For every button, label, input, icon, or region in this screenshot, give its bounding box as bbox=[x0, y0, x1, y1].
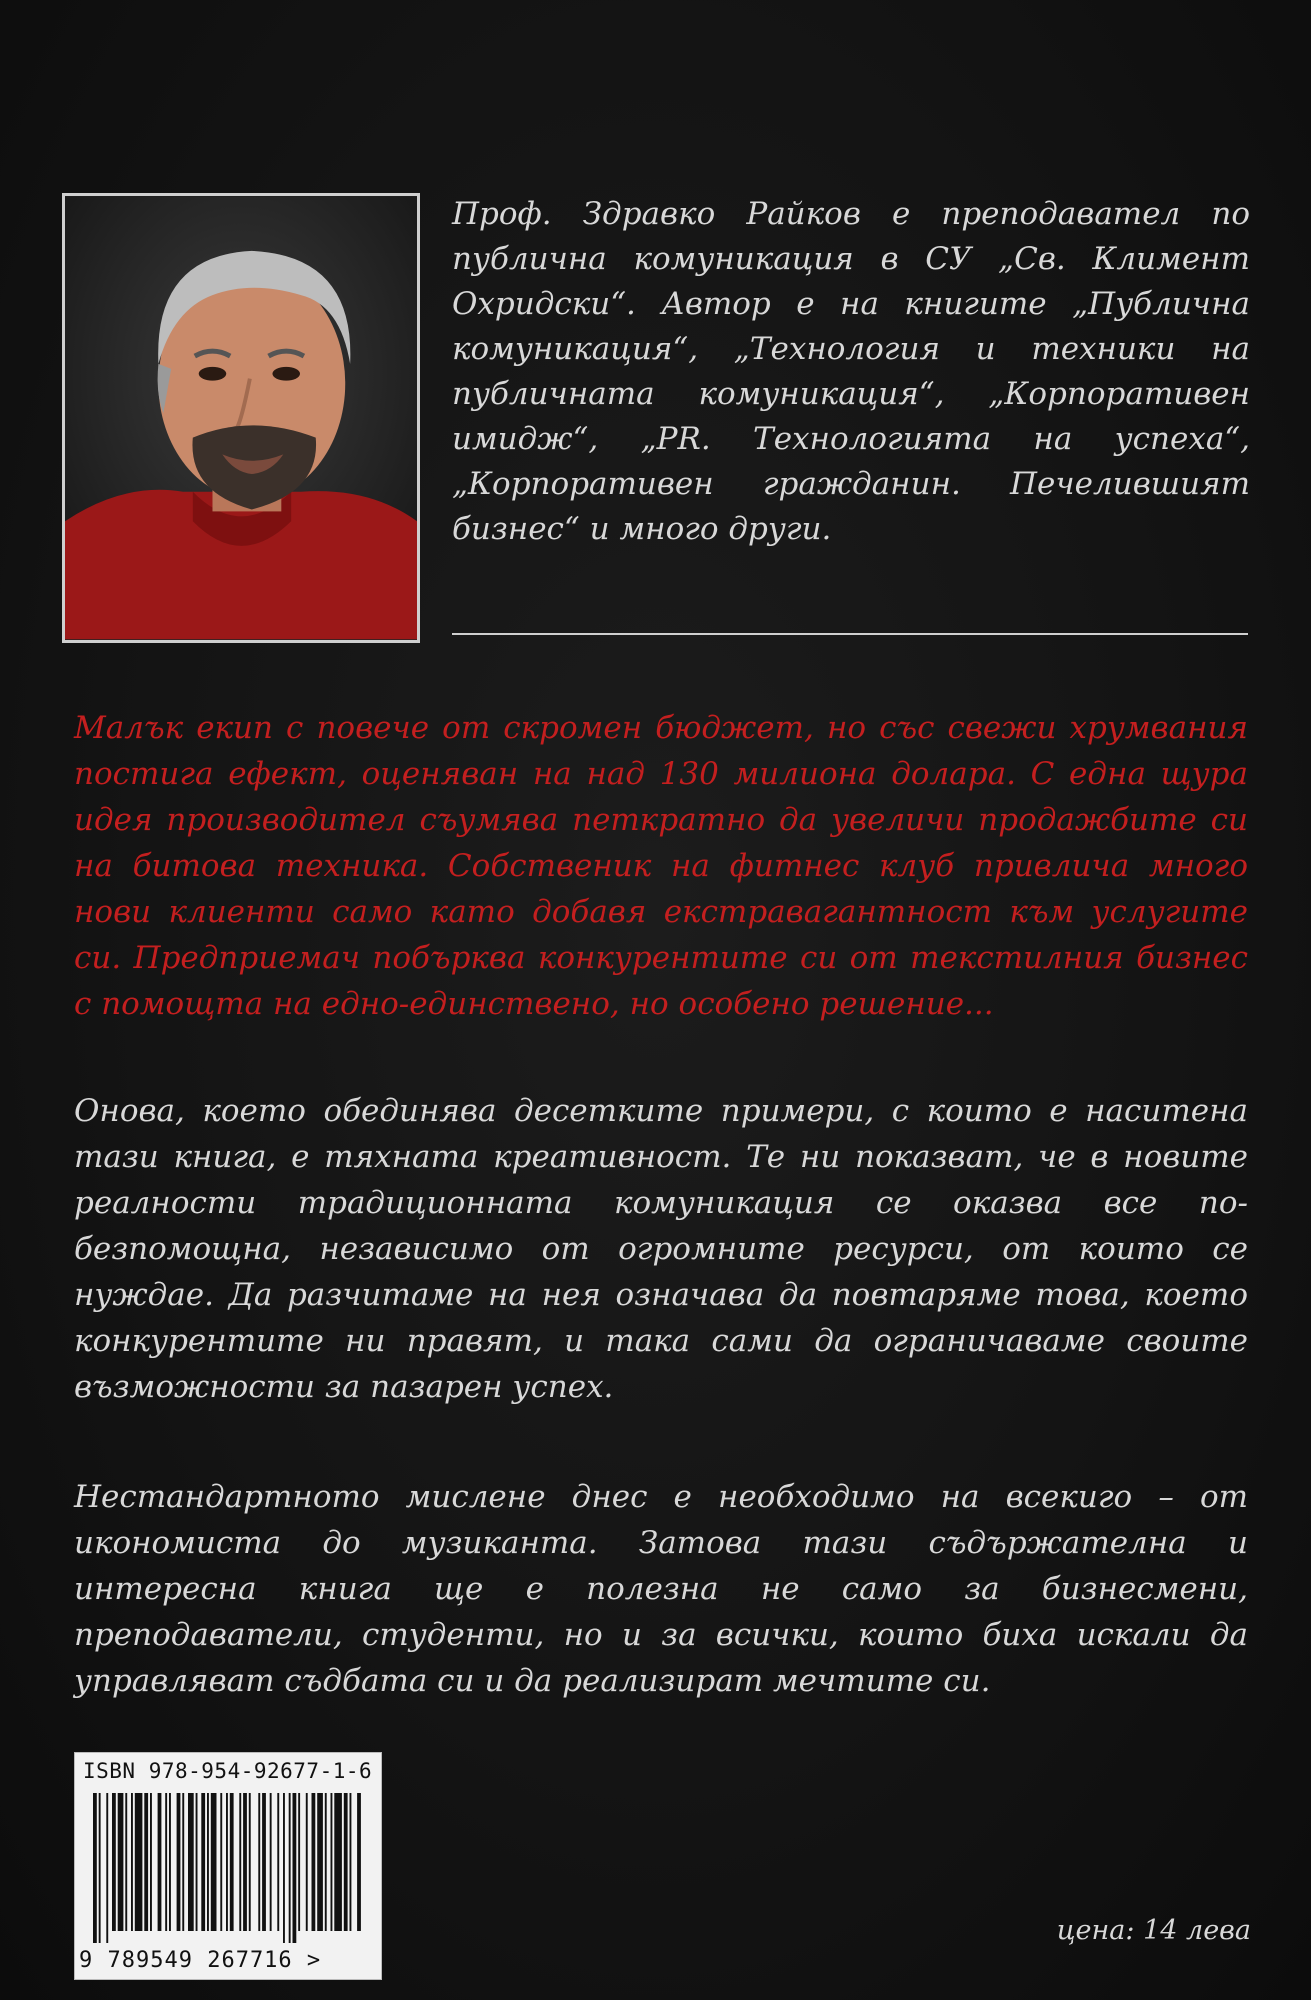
barcode-bar bbox=[312, 1793, 316, 1931]
barcode-bar bbox=[277, 1793, 279, 1931]
barcode-bar bbox=[196, 1793, 198, 1931]
barcode-bar bbox=[131, 1793, 133, 1931]
barcode-bar bbox=[239, 1793, 241, 1931]
barcode-bar bbox=[211, 1793, 217, 1931]
barcode-bar bbox=[317, 1793, 323, 1931]
barcode bbox=[74, 1752, 382, 1980]
barcode-bar bbox=[158, 1793, 162, 1931]
teaser-text: Малък екип с повече от скромен бюджет, но със свежи хрумвания постига ефект, оценяван на над 130 милиона долара. С една щура идея производител съумява петкратно да увеличи продажбите си на битова техника. Собственик на фитнес клуб привлича много нови клиенти само като добавя екстравагантност към услугите си. Предприемач побърква конкурентите си от текстилния бизнес с помощта на едно-единствено, но особено решение... bbox=[74, 710, 1248, 1022]
barcode-bar bbox=[99, 1793, 101, 1943]
barcode-bar bbox=[118, 1793, 124, 1931]
barcode-bar bbox=[334, 1793, 342, 1931]
barcode-bar bbox=[270, 1793, 272, 1931]
ean-digits: 9 789549 267716 > bbox=[79, 1948, 322, 1973]
barcode-bar bbox=[258, 1793, 260, 1931]
description-paragraph-2: Нестандартното мислене днес е необходимо на всекиго – от икономиста до музиканта. Затова тази съдържателна и интересна книга ще е полезна не само за бизнесмени, преподаватели, студенти, но и за всички, които биха искали да управляват съдбата си и да реализират мечтите си. bbox=[74, 1479, 1248, 1699]
author-bio: Проф. Здравко Райков е преподавател по публична комуникация в СУ „Св. Климент Охридски“. Автор е на книгите „Публична комуникация“, „Технология и техники на публичната комуникация“, „Корпоративен имидж“, „PR. Технологията на успеха“, „Корпоративен гражданин. Печелившият бизнес“ и много други. bbox=[452, 196, 1250, 547]
barcode-bar bbox=[262, 1793, 266, 1931]
barcode-bar bbox=[293, 1793, 297, 1943]
barcode-bar bbox=[165, 1793, 167, 1931]
barcode-bar bbox=[230, 1793, 234, 1931]
barcode-bar bbox=[125, 1793, 127, 1931]
barcode-bar bbox=[144, 1793, 148, 1931]
barcode-bar bbox=[177, 1793, 181, 1931]
barcode-bar bbox=[226, 1793, 228, 1931]
divider bbox=[452, 633, 1248, 635]
isbn-label: ISBN 978-954-92677-1-6 bbox=[83, 1759, 373, 1783]
barcode-bar bbox=[283, 1793, 285, 1943]
barcode-bar bbox=[135, 1793, 143, 1931]
barcode-bar bbox=[150, 1793, 152, 1931]
barcode-bar bbox=[289, 1793, 291, 1943]
description-paragraph-1: Онова, което обединява десетките примери, с които е наситена тази книга, е тяхната креативност. Те ни показват, че в новите реалности традиционната комуникация се оказва все по-безпомощна, независимо от огромните ресурси, от които се нуждае. Да разчитаме на нея означава да повтаряме това, което конкурентите ни правят, и така сами да ограничаваме своите възможности за пазарен успех. bbox=[74, 1093, 1248, 1405]
barcode-bar bbox=[249, 1793, 251, 1931]
barcode-bars bbox=[93, 1793, 363, 1943]
barcode-bar bbox=[112, 1793, 116, 1931]
price: цена: 14 лева bbox=[1056, 1915, 1251, 1946]
barcode-bar bbox=[201, 1793, 205, 1931]
barcode-bar bbox=[220, 1793, 222, 1931]
barcode-bar bbox=[207, 1793, 209, 1931]
barcode-bar bbox=[169, 1793, 171, 1931]
barcode-bar bbox=[350, 1793, 352, 1931]
barcode-bar bbox=[306, 1793, 308, 1931]
barcode-bar bbox=[106, 1793, 108, 1943]
barcode-bar bbox=[188, 1793, 194, 1931]
barcode-bar bbox=[344, 1793, 348, 1931]
barcode-bar bbox=[243, 1793, 247, 1931]
barcode-bar bbox=[93, 1793, 97, 1943]
barcode-bar bbox=[357, 1793, 361, 1931]
barcode-bar bbox=[331, 1793, 333, 1931]
barcode-bar bbox=[298, 1793, 300, 1931]
barcode-bar bbox=[325, 1793, 327, 1931]
author-photo bbox=[62, 193, 420, 643]
barcode-bar bbox=[182, 1793, 184, 1931]
